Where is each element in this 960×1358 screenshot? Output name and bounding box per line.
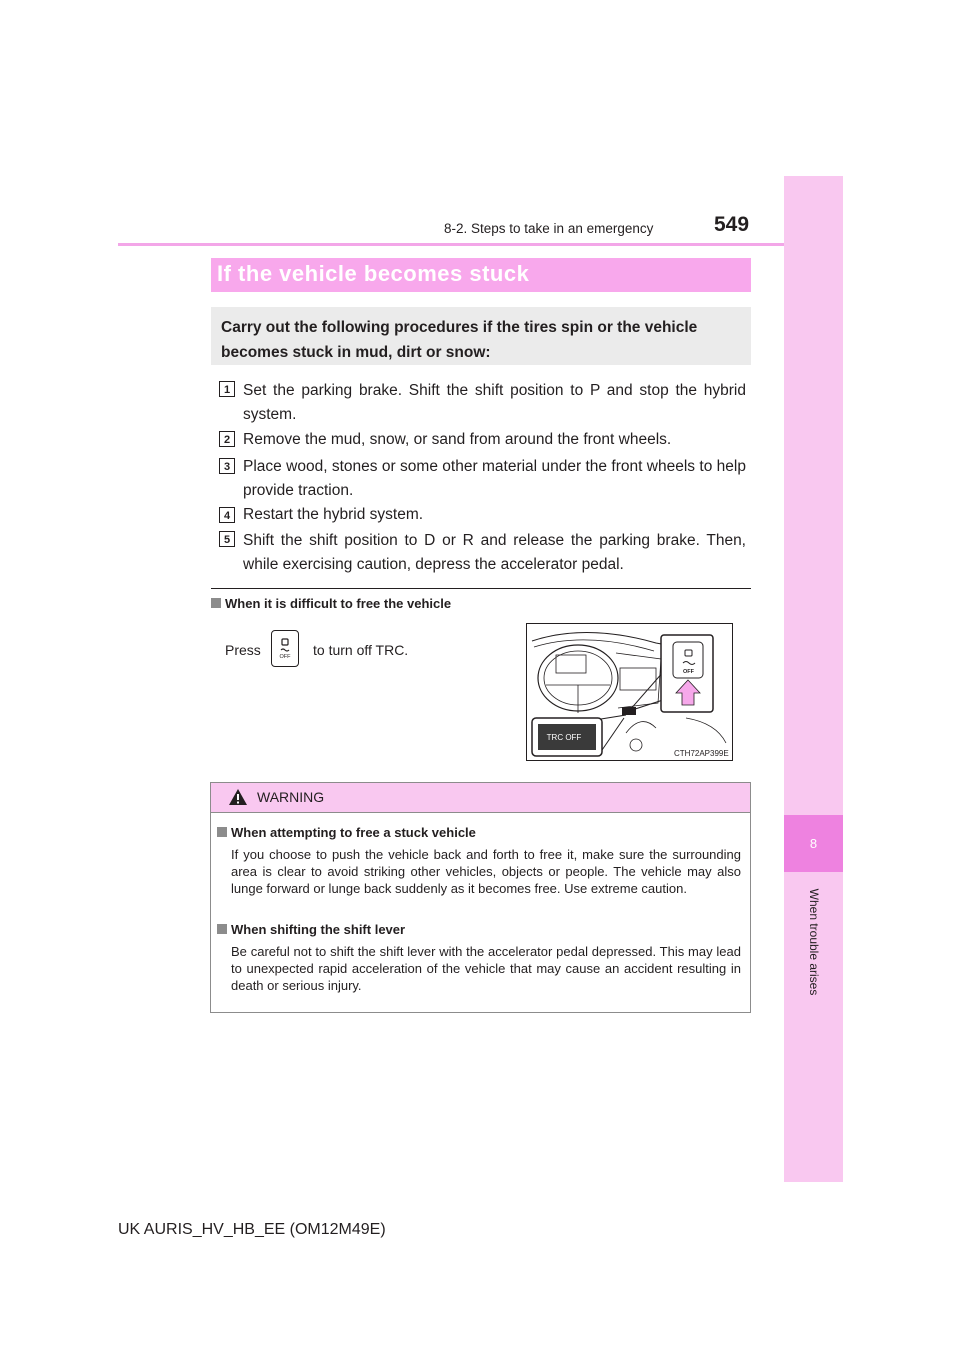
step-text: Set the parking brake. Shift the shift position to P and stop the hybrid system. [243, 382, 746, 423]
dashboard-illustration [526, 623, 733, 761]
step-text: Shift the shift position to D or R and release the parking brake. Then, while exercising caution, depress the accelerator pedal. [243, 532, 746, 573]
trc-off-button-icon [271, 630, 299, 667]
intro-box [211, 307, 751, 365]
illustration-code: CTH72AP399E [674, 749, 729, 758]
step-text: Restart the hybrid system. [243, 506, 424, 523]
warning-item-heading-text: When attempting to free a stuck vehicle [231, 825, 476, 840]
warning-box [210, 782, 751, 1013]
step-number: 3 [219, 458, 235, 474]
difficult-heading [211, 596, 451, 611]
trc-off-indicator-text: TRC OFF [546, 733, 582, 742]
chapter-title: When trouble arises [806, 888, 821, 996]
step-number: 1 [219, 381, 235, 397]
chapter-title-container [784, 880, 843, 1030]
square-bullet-icon [217, 827, 227, 837]
section-divider [211, 588, 751, 589]
difficult-heading-text: When it is difficult to free the vehicle [225, 596, 452, 611]
warning-header [211, 783, 750, 813]
warning-triangle-icon [228, 788, 248, 806]
footer-model-code: UK AURIS_HV_HB_EE (OM12M49E) [118, 1221, 386, 1238]
square-bullet-icon [211, 598, 221, 608]
page-number: 549 [714, 213, 750, 236]
step-number: 5 [219, 531, 235, 547]
chapter-side-tab [784, 176, 843, 1182]
square-bullet-icon [217, 924, 227, 934]
warning-item-text: Be careful not to shift the shift lever with the accelerator pedal depressed. This may lead to unexpected rapid acceleration of the vehicle that may cause an accident resulting in death or serious injury. [231, 944, 741, 993]
zoom-off-text: OFF [683, 669, 694, 675]
title-bar [211, 258, 751, 292]
trc-button-off-text: OFF [279, 654, 291, 660]
trc-skid-icon [272, 631, 298, 666]
turn-off-trc-text: to turn off TRC. [313, 642, 409, 658]
intro-text: Carry out the following procedures if the tires spin or the vehicle becomes stuck in mud, dirt or snow: [221, 319, 698, 361]
section-title: 8-2. Steps to take in an emergency [444, 221, 654, 236]
warning-item-heading-text: When shifting the shift lever [231, 922, 406, 937]
step-number: 4 [219, 507, 235, 523]
press-label: Press [225, 642, 261, 658]
page-title: If the vehicle becomes stuck [217, 261, 530, 286]
step-number: 2 [219, 431, 235, 447]
step-text: Remove the mud, snow, or sand from around the front wheels. [243, 431, 672, 448]
warning-item-heading [217, 825, 476, 840]
warning-item-text: If you choose to push the vehicle back and forth to free it, make sure the surrounding area is clear to avoid striking other vehicles, objects or people. The vehicle may also lunge forward or lunge back suddenly as it becomes free. Use extreme caution. [231, 847, 741, 896]
chapter-number: 8 [784, 815, 843, 872]
step-text: Place wood, stones or some other material under the front wheels to help provide traction. [243, 458, 746, 499]
warning-item-heading [217, 922, 405, 937]
warning-label: WARNING [257, 789, 325, 805]
header-rule [118, 243, 784, 246]
